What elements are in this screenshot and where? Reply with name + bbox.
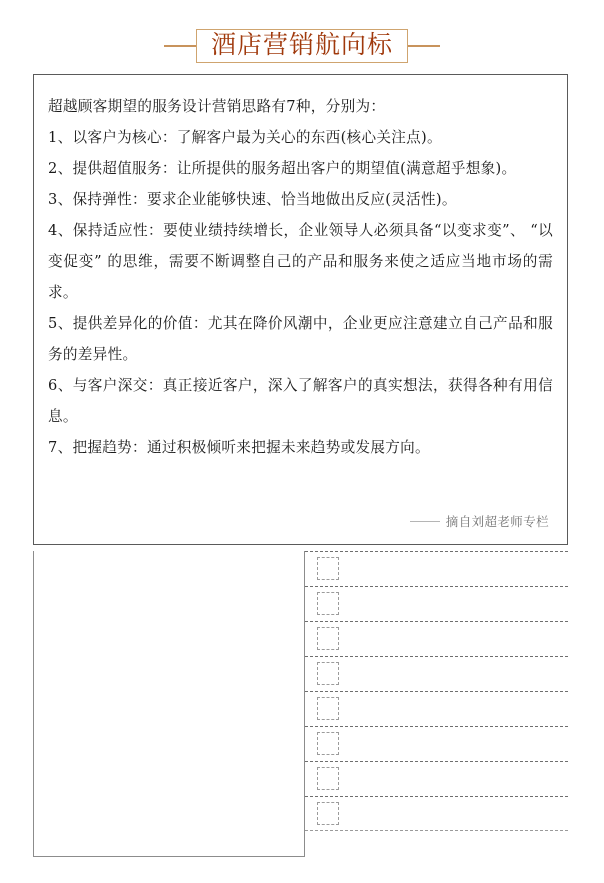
article-paragraph-intro: 超越顾客期望的服务设计营销思路有7种，分别为： [48,98,386,115]
header-rule-left [164,45,196,47]
checklist-row[interactable] [305,761,568,796]
article-paragraph-1: 1、以客户为核心：了解客户最为关心的东西(核心关注点)。 [48,129,442,146]
checklist-row[interactable] [305,691,568,726]
checkbox-icon[interactable] [317,627,339,650]
checkbox-icon[interactable] [317,732,339,755]
checklist-row[interactable] [305,726,568,761]
checkbox-icon[interactable] [317,592,339,615]
attribution-text: 摘自刘超老师专栏 [445,514,549,529]
checklist-row[interactable] [305,621,568,656]
checklist-row[interactable] [305,586,568,621]
checklist [305,551,568,857]
checkbox-icon[interactable] [317,767,339,790]
checkbox-icon[interactable] [317,557,339,580]
article-paragraph-6: 6、与客户深交：真正接近客户，深入了解客户的真实想法，获得各种有用信息。 [48,377,553,425]
article-attribution [410,512,549,530]
checklist-row[interactable] [305,551,568,586]
article-paragraph-5: 5、提供差异化的价值：尤其在降价风潮中，企业更应注意建立自己产品和服务的差异性。 [48,315,553,363]
notes-box[interactable] [33,551,305,857]
attribution-rule [410,521,440,522]
article-paragraph-2: 2、提供超值服务：让所提供的服务超出客户的期望值(满意超乎想象)。 [48,160,517,177]
checkbox-icon[interactable] [317,802,339,825]
lower-panel [33,551,568,857]
article-paragraph-3: 3、保持弹性：要求企业能够快速、恰当地做出反应(灵活性)。 [48,191,457,208]
article-panel [33,74,568,545]
checkbox-icon[interactable] [317,697,339,720]
header-rule-right [408,45,440,47]
header-title-box [196,29,408,63]
article-paragraph-4: 4、保持适应性：要使业绩持续增长，企业领导人必须具备“以变求变”、 “以变促变” 的思维，需要不断调整自己的产品和服务来使之适应当地市场的需求。 [48,222,553,301]
article-paragraph-7: 7、把握趋势：通过积极倾听来把握未来趋势或发展方向。 [48,439,430,456]
page-title: 酒店营销航向标 [210,30,393,59]
checkbox-icon[interactable] [317,662,339,685]
page-header-banner [0,26,604,66]
article-body [48,91,553,463]
checklist-row[interactable] [305,656,568,691]
checklist-row[interactable] [305,796,568,831]
